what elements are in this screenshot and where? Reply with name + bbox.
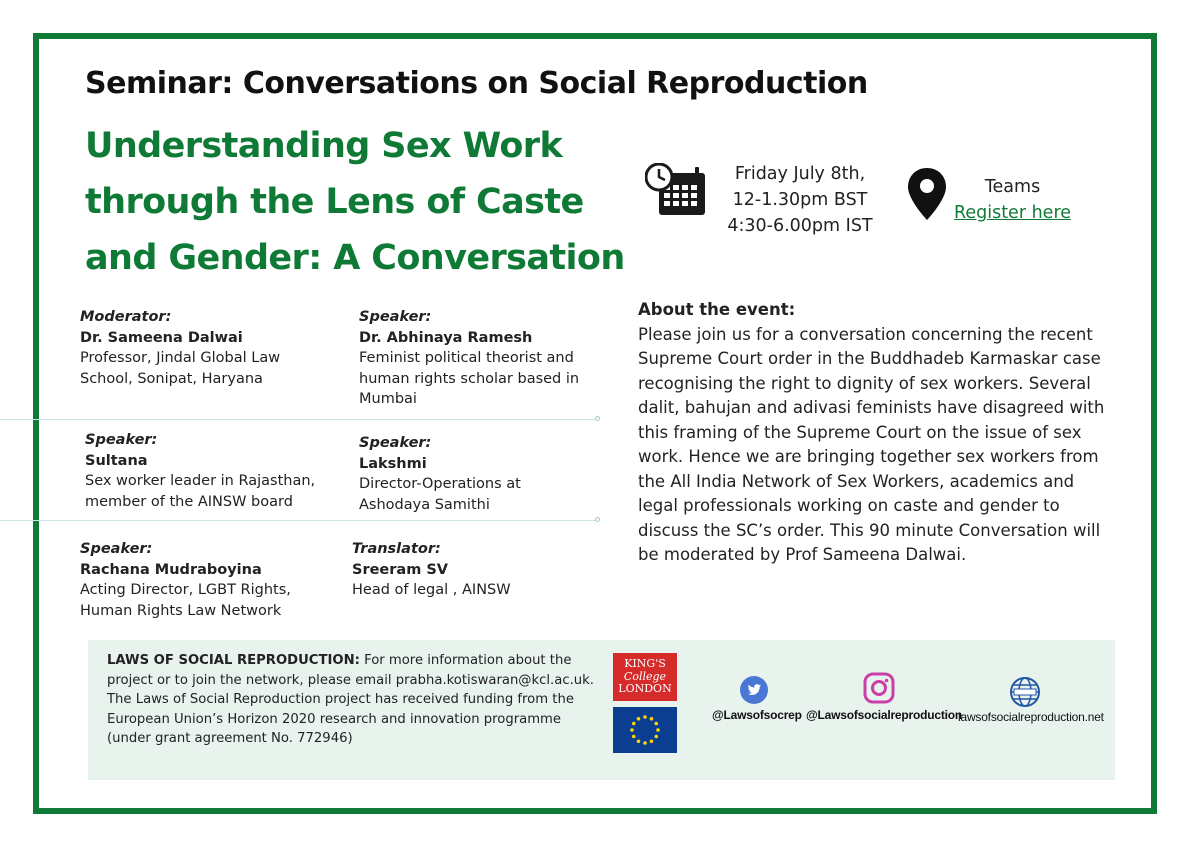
person-description: Professor, Jindal Global Law School, Sonipat, Haryana bbox=[80, 350, 281, 387]
eu-star-icon bbox=[654, 735, 658, 739]
event-date: Friday July 8th, bbox=[734, 164, 866, 184]
event-title-line-2: through the Lens of Caste bbox=[85, 182, 584, 222]
globe-icon[interactable] bbox=[1009, 676, 1041, 708]
person-role: Translator: bbox=[352, 541, 441, 557]
twitter-icon[interactable] bbox=[740, 676, 768, 704]
calendar-clock-icon bbox=[645, 163, 707, 217]
about-heading: About the event: bbox=[638, 300, 796, 319]
about-section bbox=[638, 298, 1118, 568]
about-body: Please join us for a conversation concerning the recent Supreme Court order in the Buddhadeb Karmaskar case recognising the right to dignity of sex workers. Several dalit, bahujan and adivasi feminists have disagreed with this framing of the Supreme Court on the issue of sex work. Hence we are bringing together sex workers from the All India Network of Sex Workers, academics and legal professionals working on caste and gender to discuss the SC’s order. This 90 minute Conversation will be moderated by Prof Sameena Dalwai. bbox=[638, 324, 1105, 564]
person-moderator bbox=[80, 307, 330, 389]
eu-star-icon bbox=[643, 741, 647, 745]
person-speaker-3 bbox=[359, 433, 584, 515]
eu-star-icon bbox=[656, 728, 660, 732]
twitter-handle[interactable]: @Lawsofsocrep bbox=[712, 708, 802, 722]
eu-star-icon bbox=[637, 739, 641, 743]
eu-star-icon bbox=[637, 717, 641, 721]
eu-flag-logo bbox=[613, 707, 677, 753]
person-speaker-4 bbox=[80, 539, 330, 621]
footer-org-name: LAWS OF SOCIAL REPRODUCTION: bbox=[107, 653, 360, 668]
person-description: Director-Operations at Ashodaya Samithi bbox=[359, 476, 521, 513]
event-time-ist: 4:30-6.00pm IST bbox=[727, 216, 873, 236]
footer-info-text: For more information about the project or to join the network, please email prabha.kotiswaran@kcl.ac.uk. The Laws of Social Reproduction project has received funding from the European Union’s Horizon 2020 research and innovation programme (under grant agreement No. 772946) bbox=[107, 653, 594, 747]
eu-star-icon bbox=[632, 735, 636, 739]
person-role: Speaker: bbox=[359, 309, 432, 325]
eu-star-icon bbox=[643, 715, 647, 719]
person-name: Rachana Mudraboyina bbox=[80, 561, 262, 578]
eu-star-icon bbox=[654, 722, 658, 726]
event-title bbox=[85, 118, 645, 286]
venue-name: Teams bbox=[984, 177, 1041, 197]
person-description: Acting Director, LGBT Rights, Human Rights Law Network bbox=[80, 582, 291, 619]
eu-star-icon bbox=[630, 728, 634, 732]
eu-star-icon bbox=[650, 739, 654, 743]
person-name: Dr. Sameena Dalwai bbox=[80, 329, 243, 346]
person-role: Moderator: bbox=[80, 309, 172, 325]
person-role: Speaker: bbox=[359, 435, 432, 451]
kings-college-logo: KING'S College LONDON bbox=[613, 653, 677, 701]
event-title-line-1: Understanding Sex Work bbox=[85, 126, 563, 166]
person-translator bbox=[352, 539, 582, 601]
person-name: Dr. Abhinaya Ramesh bbox=[359, 329, 533, 346]
person-role: Speaker: bbox=[85, 432, 158, 448]
person-role: Speaker: bbox=[80, 541, 153, 557]
eu-star-icon bbox=[632, 722, 636, 726]
event-datetime bbox=[710, 161, 890, 239]
register-link[interactable]: Register here bbox=[953, 203, 1072, 223]
person-speaker-1 bbox=[359, 307, 584, 410]
divider-line bbox=[0, 520, 597, 521]
event-title-line-3: and Gender: A Conversation bbox=[85, 238, 625, 278]
person-name: Sreeram SV bbox=[352, 561, 449, 578]
event-venue bbox=[940, 174, 1085, 226]
event-time-bst: 12-1.30pm BST bbox=[732, 190, 868, 210]
seminar-series-title: Seminar: Conversations on Social Reproduction bbox=[85, 66, 868, 101]
person-speaker-2 bbox=[85, 430, 325, 512]
person-name: Sultana bbox=[85, 452, 148, 469]
footer-info bbox=[107, 651, 602, 749]
instagram-icon[interactable] bbox=[863, 672, 895, 704]
eu-star-icon bbox=[650, 717, 654, 721]
eu-stars-icon bbox=[613, 707, 677, 753]
divider-line bbox=[0, 419, 597, 420]
website-link[interactable]: lawsofsocialreproduction.net bbox=[958, 710, 1104, 724]
person-description: Head of legal , AINSW bbox=[352, 582, 511, 598]
instagram-handle[interactable]: @Lawsofsocialreproduction bbox=[806, 708, 963, 722]
person-description: Sex worker leader in Rajasthan, member of the AINSW board bbox=[85, 473, 316, 510]
person-description: Feminist political theorist and human rights scholar based in Mumbai bbox=[359, 350, 580, 407]
person-name: Lakshmi bbox=[359, 455, 427, 472]
